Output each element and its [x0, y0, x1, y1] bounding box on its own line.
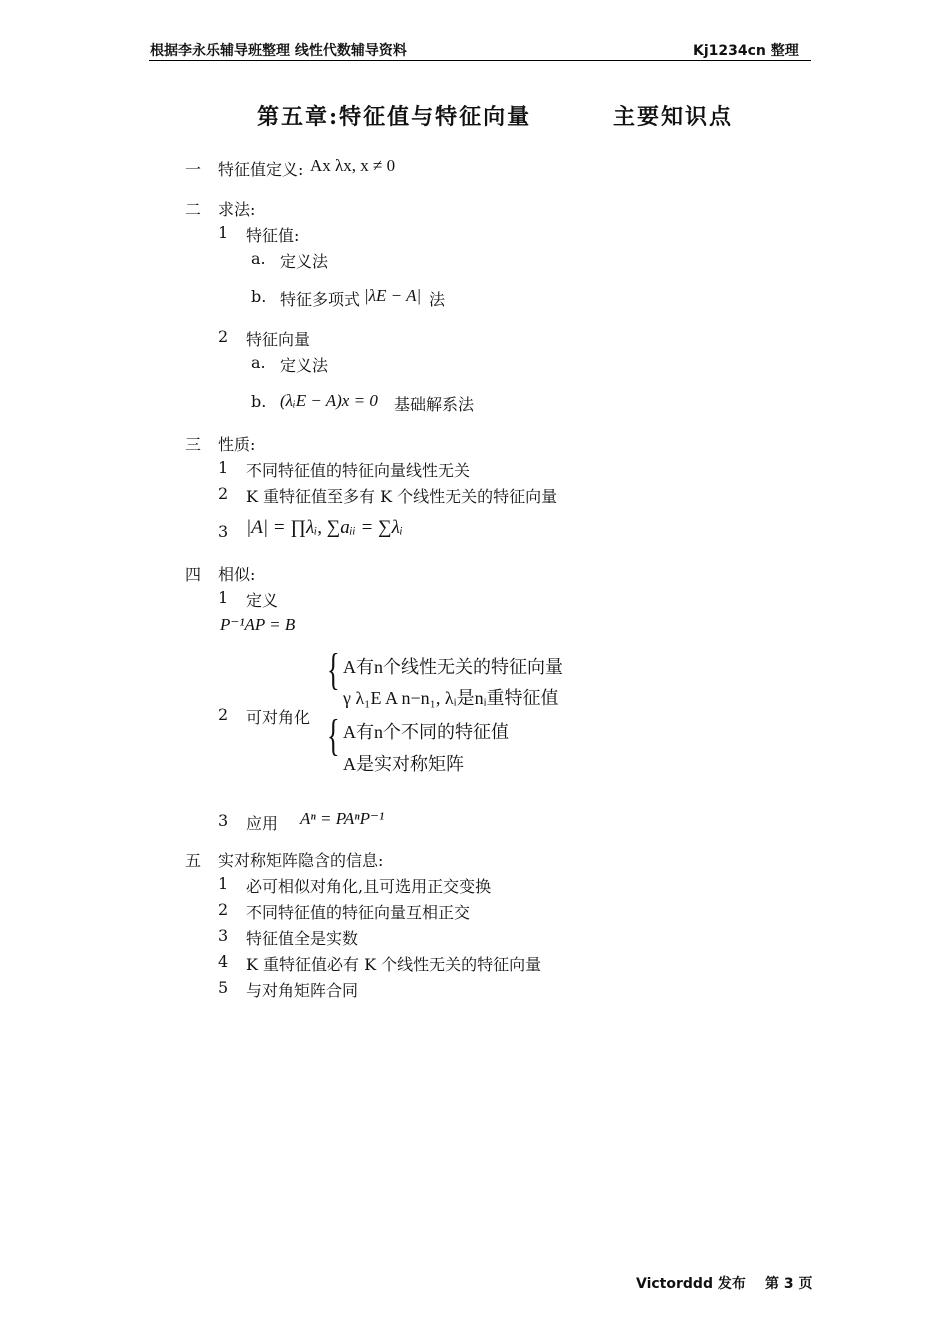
s2-item-2-label: 特征向量: [246, 330, 311, 349]
section-5-label: 实对称矩阵隐含的信息:: [218, 851, 384, 870]
s4-item-3-label: 应用: [246, 814, 279, 833]
diag-condition-2b: A是实对称矩阵: [343, 754, 464, 774]
s5-item-2-text: 不同特征值的特征向量互相正交: [246, 903, 471, 922]
s2-item-1-b-text: 特征多项式: [280, 290, 361, 309]
s2-item-2-b-tail: 基础解系法: [394, 395, 475, 414]
s5-item-2-num: 2: [218, 900, 229, 919]
section-2-num: 二: [185, 200, 202, 219]
chapter-title: 第五章:特征值与特征向量: [257, 104, 532, 130]
s2-item-1-label: 特征值:: [246, 226, 300, 245]
diag-condition-1a: A有n个线性无关的特征向量: [343, 657, 563, 677]
footer-publisher: Victorddd 发布: [636, 1276, 746, 1292]
s2-item-1-b-num: b.: [251, 287, 267, 306]
header-left: 根据李永乐辅导班整理 线性代数辅导资料: [150, 43, 407, 59]
s2-item-1-a-num: a.: [251, 249, 266, 268]
s5-item-1-text: 必可相似对角化,且可选用正交变换: [246, 877, 492, 896]
s5-item-4-num: 4: [218, 952, 229, 971]
s5-item-1-num: 1: [218, 874, 229, 893]
s2-item-1-num: 1: [218, 223, 229, 242]
section-3-num: 三: [185, 435, 202, 454]
section-1-num: 一: [185, 160, 202, 179]
footer-page-number: 第 3 页: [765, 1276, 813, 1292]
s2-item-2-a-num: a.: [251, 353, 266, 372]
s5-item-4-text: K 重特征值必有 K 个线性无关的特征向量: [246, 955, 542, 974]
s5-item-3-num: 3: [218, 926, 229, 945]
section-5-num: 五: [185, 851, 202, 870]
s4-item-2-label: 可对角化: [246, 708, 311, 727]
s2-item-1-a-text: 定义法: [280, 252, 329, 271]
determinant-trace-formula: |A| = ∏λᵢ, ∑aᵢᵢ = ∑λᵢ: [246, 517, 403, 538]
similarity-formula: P⁻¹AP = B: [220, 615, 296, 634]
header-rule: [149, 60, 811, 61]
s2-item-2-num: 2: [218, 327, 229, 346]
basic-solution-formula: (λᵢE − A)x = 0: [280, 391, 378, 410]
characteristic-polynomial-formula: |λE − A|: [364, 286, 422, 305]
header-right: Kj1234cn 整理: [693, 43, 799, 59]
s4-item-1-num: 1: [218, 588, 229, 607]
s5-item-5-text: 与对角矩阵合同: [246, 981, 359, 1000]
s4-item-3-num: 3: [218, 811, 229, 830]
s2-item-2-a-text: 定义法: [280, 356, 329, 375]
s4-item-2-num: 2: [218, 705, 229, 724]
s5-item-3-text: 特征值全是实数: [246, 929, 359, 948]
s3-item-1-text: 不同特征值的特征向量线性无关: [246, 461, 471, 480]
section-1-label: 特征值定义:: [218, 160, 304, 179]
s3-item-3-num: 3: [218, 522, 229, 541]
s5-item-5-num: 5: [218, 978, 229, 997]
diag-condition-1b: γ λ₁E A n−n₁, λᵢ是nᵢ重特征值: [343, 688, 559, 708]
condition-brace-1: {: [327, 645, 340, 694]
eigenvalue-definition-formula: Ax λx, x ≠ 0: [310, 156, 396, 175]
section-4-num: 四: [185, 565, 202, 584]
s3-item-2-num: 2: [218, 484, 229, 503]
s4-item-1-label: 定义: [246, 591, 279, 610]
s3-item-2-text: K 重特征值至多有 K 个线性无关的特征向量: [246, 487, 558, 506]
section-2-label: 求法:: [218, 200, 256, 219]
matrix-power-formula: Aⁿ = PAⁿP⁻¹: [300, 809, 385, 828]
section-3-label: 性质:: [218, 435, 256, 454]
diag-condition-2a: A有n个不同的特征值: [343, 722, 509, 742]
chapter-subtitle: 主要知识点: [613, 104, 734, 130]
s2-item-2-b-num: b.: [251, 392, 267, 411]
s2-item-1-b-tail: 法: [429, 290, 446, 309]
s3-item-1-num: 1: [218, 458, 229, 477]
condition-brace-2: {: [327, 711, 340, 760]
section-4-label: 相似:: [218, 565, 256, 584]
